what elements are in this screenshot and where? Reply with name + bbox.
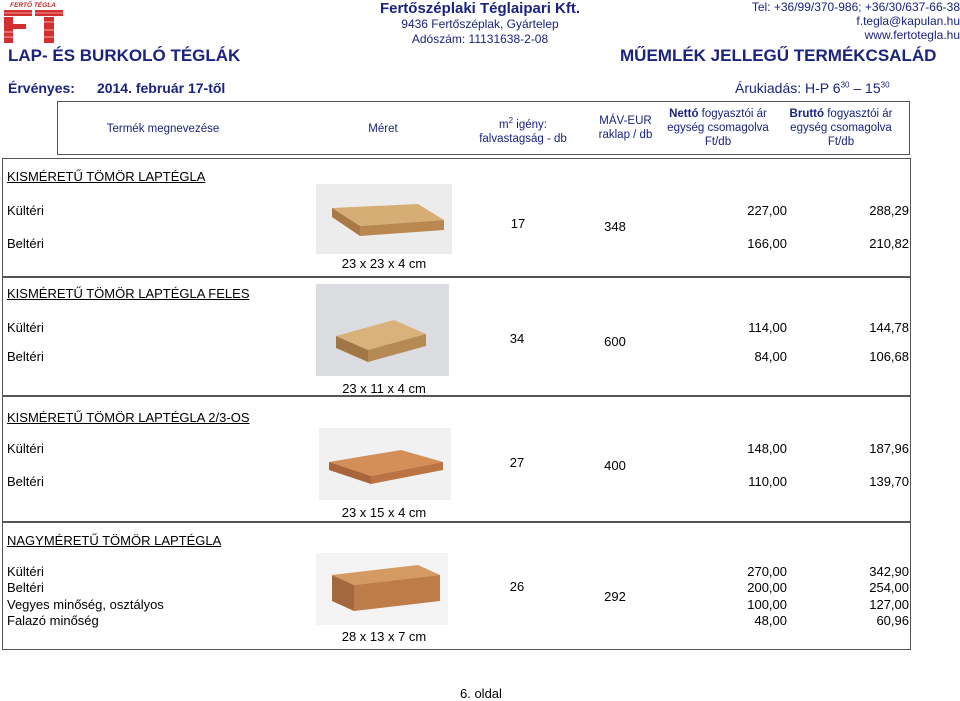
gross-price: 342,90: [869, 564, 909, 579]
pallet-value: 400: [604, 458, 626, 473]
sales-dash: – 15: [849, 80, 881, 96]
col-size: Méret: [368, 123, 398, 135]
row-label: Beltéri: [7, 474, 44, 489]
gross-price: 60,96: [876, 613, 909, 628]
section-title: NAGYMÉRETŰ TÖMÖR LAPTÉGLA: [7, 533, 222, 548]
product-photo: [316, 553, 448, 625]
pallet-value: 292: [604, 589, 626, 604]
contact-website[interactable]: www.fertotegla.hu: [864, 28, 960, 42]
table-header: [57, 101, 910, 155]
validity: [8, 80, 225, 96]
net-price: 270,00: [747, 564, 787, 579]
net-price: 84,00: [754, 349, 787, 364]
col-m2-label: igény:: [513, 118, 547, 131]
section-title: KISMÉRETŰ TÖMÖR LAPTÉGLA: [7, 169, 206, 184]
col-net-b: fogyasztói ár: [698, 108, 767, 120]
net-price: 227,00: [747, 203, 787, 218]
section-box: [2, 276, 911, 396]
m2-value: 26: [509, 579, 525, 594]
category-right-title: MŰEMLÉK JELLEGŰ TERMÉKCSALÁD: [620, 46, 937, 65]
gross-price: 210,82: [869, 236, 909, 251]
row-label: Falazó minőség: [7, 613, 99, 628]
net-price: 100,00: [747, 597, 787, 612]
net-price: 48,00: [754, 613, 787, 628]
section-box: [2, 522, 911, 650]
page-number: 6. oldal: [460, 686, 502, 701]
row-label: Kültéri: [7, 564, 44, 579]
product-photo: [316, 284, 449, 376]
logo-text: FERTŐ TÉGLA: [10, 2, 56, 9]
col-pallet-a: MÁV-EUR: [599, 115, 652, 127]
product-size: 23 x 11 x 4 cm: [342, 381, 426, 396]
valid-date: 2014. február 17-től: [96, 80, 226, 96]
section-title: KISMÉRETŰ TÖMÖR LAPTÉGLA FELES: [7, 286, 250, 301]
row-label: Beltéri: [7, 236, 44, 251]
sales-hours: [735, 80, 890, 96]
col-gross-price: [776, 107, 906, 149]
section-title: KISMÉRETŰ TÖMÖR LAPTÉGLA 2/3-OS: [7, 410, 250, 425]
col-net-d: Ft/db: [704, 136, 732, 148]
gross-price: 187,96: [869, 441, 909, 456]
col-m2: [463, 114, 583, 146]
row-label: Kültéri: [7, 320, 44, 335]
contact-email[interactable]: f.tegla@kapulan.hu: [856, 14, 960, 28]
contact-info: [752, 0, 960, 42]
net-price: 148,00: [747, 441, 787, 456]
row-label: Beltéri: [7, 349, 44, 364]
col-net-c: egység csomagolva: [667, 122, 769, 134]
row-label: Kültéri: [7, 203, 44, 218]
gross-price: 106,68: [869, 349, 909, 364]
company-address: 9436 Fertőszéplak, Gyártelep: [401, 17, 559, 31]
col-gross-c: egység csomagolva: [790, 122, 892, 134]
gross-price: 254,00: [869, 580, 909, 595]
contact-phone: Tel: +36/99/370-986; +36/30/637-66-38: [751, 0, 960, 14]
company-name: Fertőszéplaki Téglaipari Kft.: [379, 0, 581, 17]
col-net-a: Nettó: [669, 108, 699, 120]
sales-from-minutes: 30: [840, 80, 850, 90]
company-tax-id: Adószám: 11131638-2-08: [411, 32, 549, 46]
section-box: [2, 396, 911, 522]
col-gross-d: Ft/db: [827, 136, 855, 148]
product-photo: [316, 184, 452, 254]
gross-price: 144,78: [869, 320, 909, 335]
col-gross-b: fogyasztói ár: [824, 108, 893, 120]
net-price: 200,00: [747, 580, 787, 595]
net-price: 110,00: [748, 474, 787, 489]
company-logo: [2, 0, 64, 44]
sales-to-minutes: 30: [880, 80, 890, 90]
gross-price: 139,70: [869, 474, 909, 489]
gross-price: 127,00: [869, 597, 909, 612]
product-size: 23 x 15 x 4 cm: [341, 505, 427, 520]
col-m2-sub: falvastagság - db: [479, 132, 567, 145]
category-left-title: LAP- ÉS BURKOLÓ TÉGLÁK: [8, 46, 241, 65]
row-label: Vegyes minőség, osztályos: [7, 597, 164, 612]
col-m2-unit: m: [499, 118, 509, 131]
sales-label: Árukiadás: H-P 6: [735, 80, 841, 96]
col-pallet-b: raklap / db: [598, 129, 653, 141]
col-gross-a: Bruttó: [789, 108, 825, 120]
col-m2-sup: 2: [508, 116, 514, 125]
col-net-price: [648, 107, 788, 149]
gross-price: 288,29: [869, 203, 909, 218]
m2-value: 17: [510, 216, 526, 231]
row-label: Beltéri: [7, 580, 44, 595]
section-box: [2, 158, 911, 278]
pallet-value: 600: [604, 334, 626, 349]
net-price: 166,00: [747, 236, 787, 251]
net-price: 114,00: [748, 320, 787, 335]
m2-value: 34: [509, 331, 525, 346]
row-label: Kültéri: [7, 441, 44, 456]
pallet-value: 348: [604, 219, 626, 234]
product-size: 23 x 23 x 4 cm: [341, 256, 427, 271]
company-info: [360, 0, 600, 47]
product-photo: [319, 428, 451, 500]
m2-value: 27: [509, 455, 525, 470]
col-product: Termék megnevezése: [106, 123, 220, 135]
product-size: 28 x 13 x 7 cm: [341, 629, 427, 644]
valid-label: Érvényes:: [8, 80, 75, 96]
